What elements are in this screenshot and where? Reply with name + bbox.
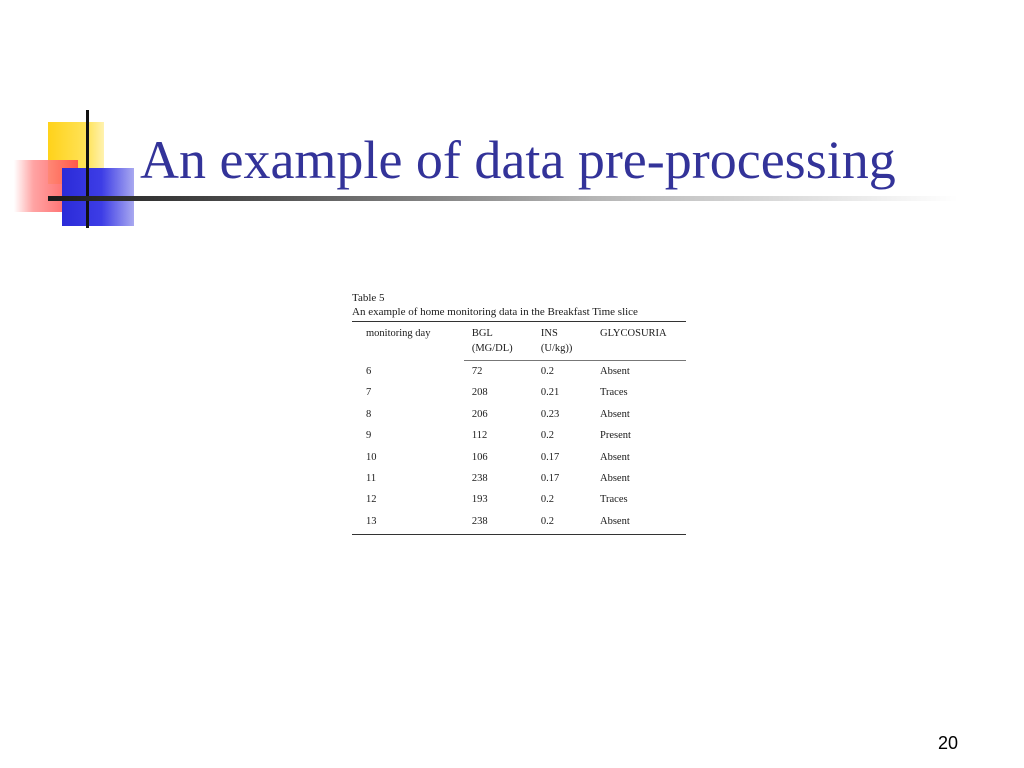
table-row xyxy=(352,404,686,425)
slide-title: An example of data pre-processing xyxy=(140,130,896,190)
table-cell: Absent xyxy=(599,451,630,463)
table-row xyxy=(352,489,686,510)
table-cell: 72 xyxy=(471,366,483,377)
table-cell: 0.2 xyxy=(540,430,554,442)
data-table xyxy=(352,326,686,532)
table-row xyxy=(352,425,686,446)
table-cell: 208 xyxy=(471,387,488,399)
table-cell: 11 xyxy=(366,473,377,485)
table-label: Table 5 xyxy=(352,292,385,304)
column-header-unit xyxy=(352,342,472,360)
table-cell: Present xyxy=(599,430,631,442)
table-row xyxy=(352,447,686,468)
table-row xyxy=(352,468,686,489)
table-bottom-rule xyxy=(352,534,686,535)
table-cell: 0.2 xyxy=(540,494,554,506)
table-cell: 0.2 xyxy=(540,515,554,527)
table-cell: 238 xyxy=(471,473,488,485)
table-cell: Absent xyxy=(599,366,630,377)
table-cell: Absent xyxy=(599,515,630,527)
table-header-row-units xyxy=(352,342,686,360)
table-row xyxy=(352,382,686,403)
table-top-rule xyxy=(352,321,686,322)
column-header: monitoring day xyxy=(366,328,431,339)
table-cell: 106 xyxy=(471,451,488,463)
table-cell: Traces xyxy=(599,494,628,506)
table-cell: 0.17 xyxy=(540,451,560,463)
decorative-vertical-line xyxy=(86,110,89,228)
table-row xyxy=(352,511,686,532)
table-cell: 10 xyxy=(366,451,377,463)
table-row xyxy=(352,361,686,382)
table-cell: 193 xyxy=(471,494,488,506)
table-cell: 0.2 xyxy=(540,366,554,377)
table-cell: 0.17 xyxy=(540,473,560,485)
table-cell: 112 xyxy=(471,430,488,442)
column-header-unit: (MG/DL) xyxy=(471,343,513,354)
table-header-row xyxy=(352,326,686,342)
table-cell: 13 xyxy=(366,515,377,527)
table-cell: 0.23 xyxy=(540,408,560,420)
table-cell: Traces xyxy=(599,387,628,399)
column-header-unit xyxy=(600,342,686,360)
table-cell: 12 xyxy=(366,494,377,506)
table-cell: 9 xyxy=(366,430,372,442)
table-cell: 6 xyxy=(366,366,372,377)
table-cell: 7 xyxy=(366,387,372,399)
table-cell: 0.21 xyxy=(540,387,560,399)
table-cell: 238 xyxy=(471,515,488,527)
column-header-unit: (U/kg)) xyxy=(540,343,573,354)
table-cell: 8 xyxy=(366,408,372,420)
column-header: GLYCOSURIA xyxy=(599,328,667,339)
title-underline xyxy=(48,196,958,201)
column-header: INS xyxy=(540,328,558,339)
table-figure xyxy=(352,292,688,535)
page-number: 20 xyxy=(938,733,959,753)
table-cell: Absent xyxy=(599,408,630,420)
table-cell: 206 xyxy=(471,408,488,420)
column-header: BGL xyxy=(471,328,493,339)
table-caption: An example of home monitoring data in the Breakfast Time slice xyxy=(352,306,638,318)
table-cell: Absent xyxy=(599,473,630,485)
